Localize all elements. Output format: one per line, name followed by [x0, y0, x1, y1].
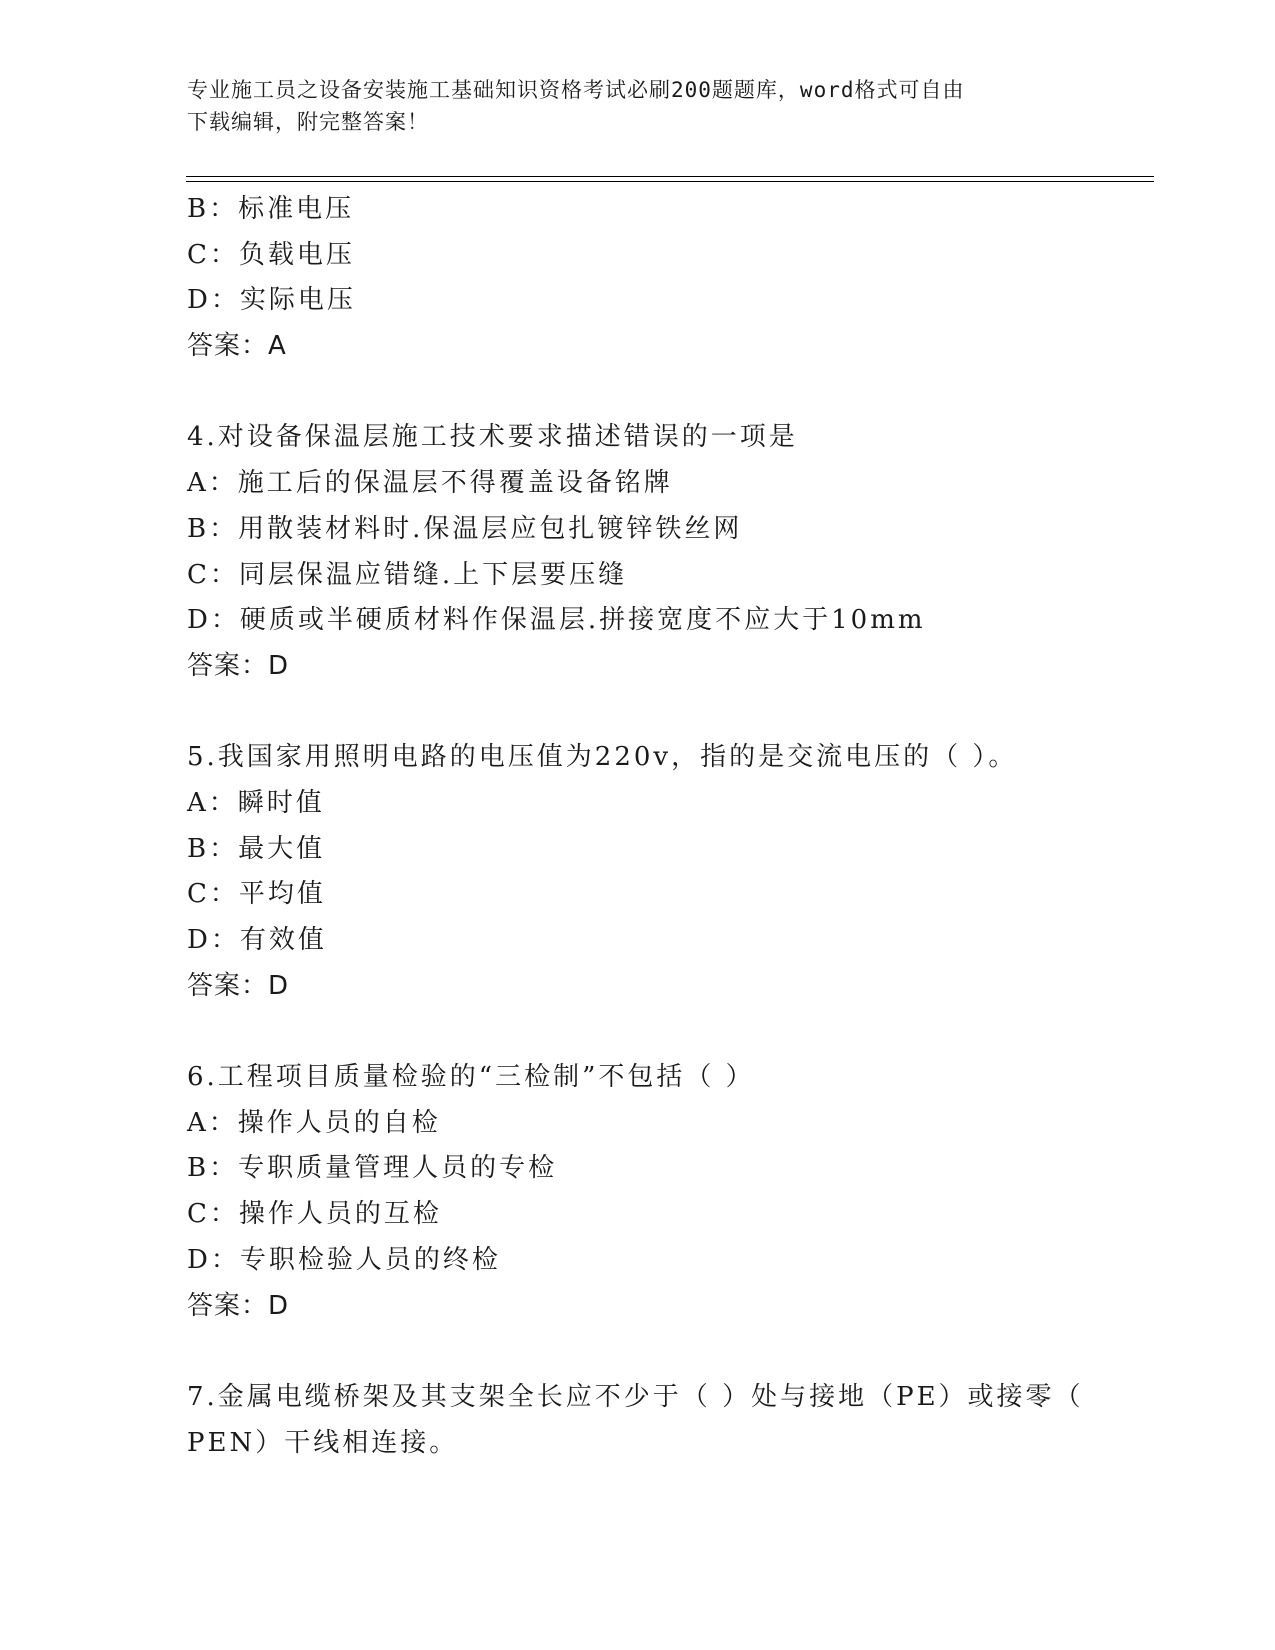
q6-stem: 6.工程项目质量检验的“三检制”不包括（ ） [187, 1062, 755, 1093]
q5-option-d: D：有效值 [187, 925, 327, 955]
q4-stem: 4.对设备保温层施工技术要求描述错误的一项是 [187, 422, 798, 453]
q4-option-c: C：同层保温应错缝.上下层要压缝 [187, 559, 628, 590]
q6-option-c: C：操作人员的互检 [187, 1199, 442, 1230]
q5-answer: 答案：D [187, 970, 290, 1001]
q4-option-a: A：施工后的保温层不得覆盖设备铭牌 [187, 468, 673, 499]
q4-answer: 答案：D [187, 650, 290, 681]
q3-option-c: C：负载电压 [187, 239, 355, 270]
q3-answer: 答案：A [187, 331, 287, 362]
q6-option-a: A：操作人员的自检 [187, 1107, 441, 1138]
q5-option-c: C：平均值 [187, 879, 326, 910]
q5-option-b: B：最大值 [187, 833, 326, 864]
spacer [187, 690, 1147, 736]
header-line-2: 下载编辑，附完整答案！ [187, 110, 429, 134]
document-header [187, 74, 1067, 138]
q7-stem-line-1: 7.金属电缆桥架及其支架全长应不少于（ ）处与接地（PE）或接零（ [187, 1381, 1084, 1412]
header-divider-bottom [186, 181, 1154, 182]
q5-stem: 5.我国家用照明电路的电压值为220v，指的是交流电压的（ ）。 [187, 742, 1018, 773]
q3-option-b: B：标准电压 [187, 194, 355, 224]
header-line-1: 专业施工员之设备安装施工基础知识资格考试必刷200题题库，word格式可自由 [187, 78, 965, 102]
q3-option-d: D：实际电压 [187, 285, 356, 316]
q4-option-d: D：硬质或半硬质材料作保温层.拼接宽度不应大于10mm [187, 605, 926, 636]
q5-option-a: A：瞬时值 [187, 787, 325, 818]
spacer [187, 1009, 1147, 1055]
q4-option-b: B：用散装材料时.保温层应包扎镀锌铁丝网 [187, 513, 743, 544]
q7-stem-line-2: PEN）干线相连接。 [187, 1427, 459, 1458]
question-list [187, 187, 1147, 1466]
q6-option-b: B：专职质量管理人员的专检 [187, 1153, 558, 1184]
spacer [187, 370, 1147, 416]
q6-option-d: D：专职检验人员的终检 [187, 1244, 501, 1275]
spacer [187, 1329, 1147, 1375]
header-divider-top [186, 176, 1154, 177]
q6-answer: 答案：D [187, 1290, 290, 1321]
